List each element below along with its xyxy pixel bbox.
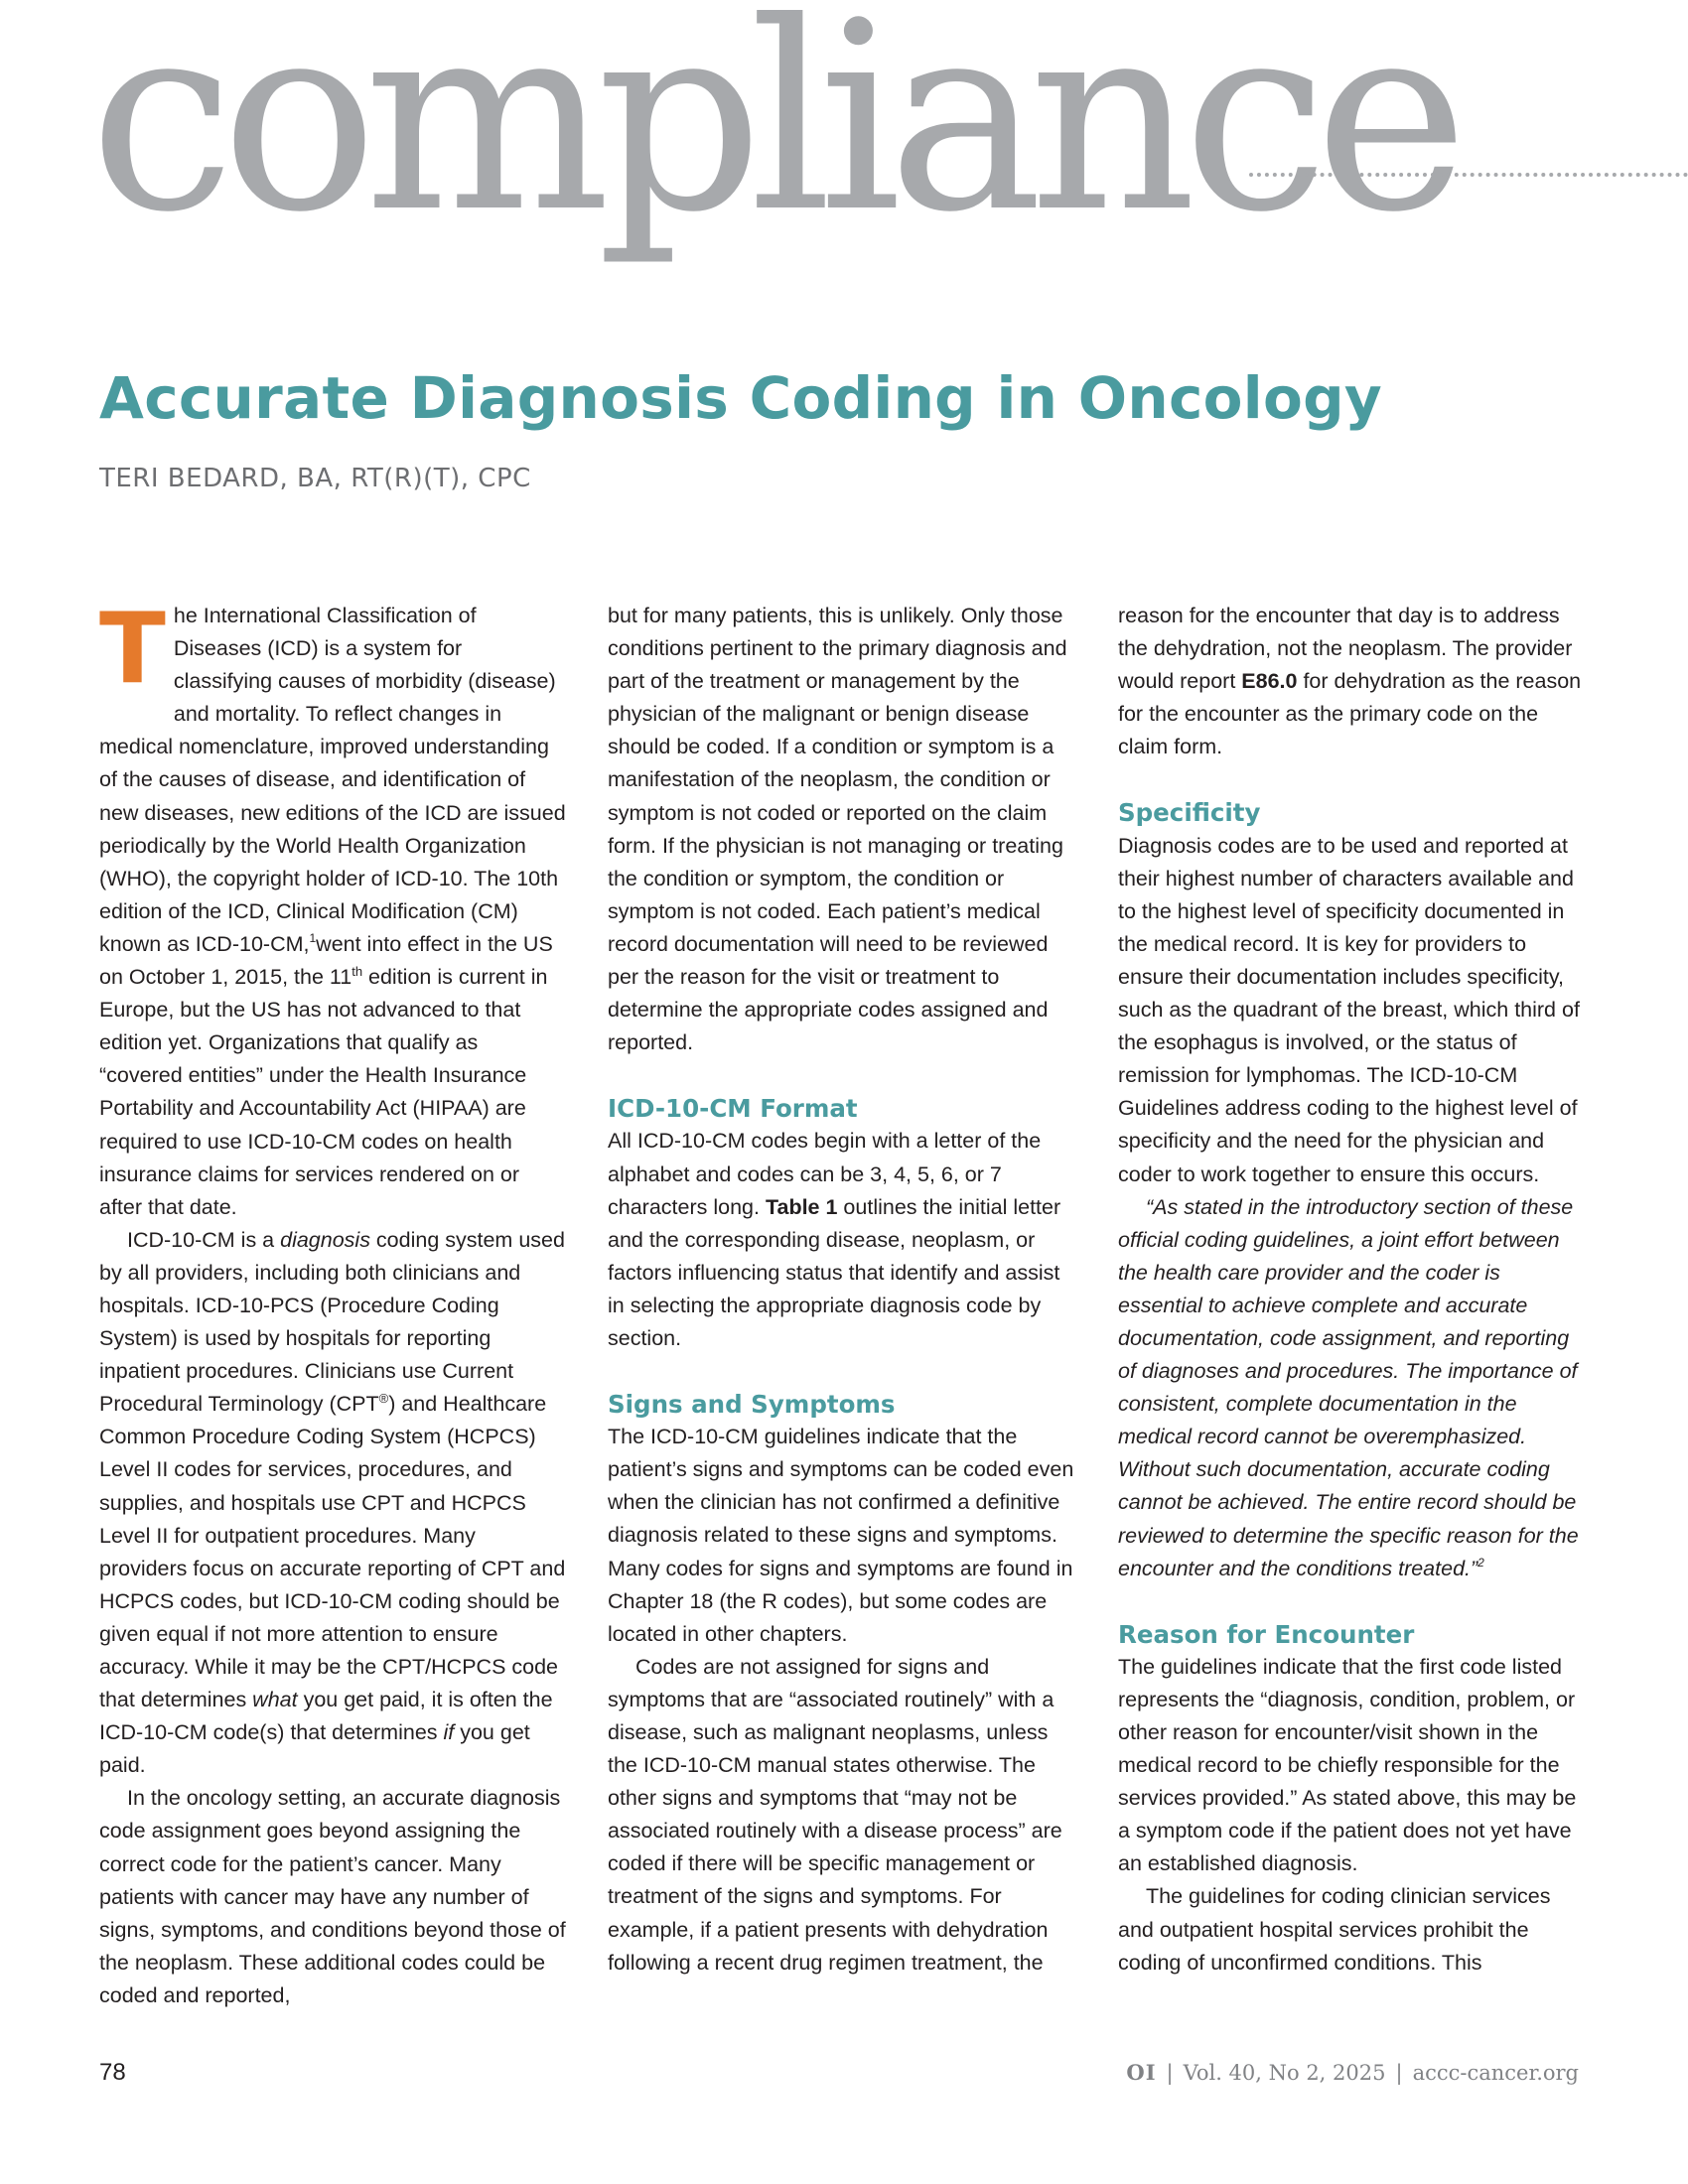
block-quote: “As stated in the introductory section of these official coding guidelines, a joint effort between the health care provider and the coder is essential to achieve complete and accurate documentation, code assignment, and reporting of diagnoses and procedures. The importance of consistent, complete documentation in the medical record cannot be overemphasized. Without such documentation, accurate coding cannot be achieved. The entire record should be reviewed to determine the specific reason for the encounter and the conditions treated.”$^2$ (1118, 1194, 1579, 1580)
journal-folio (1126, 2060, 1579, 2085)
paragraph: The guidelines indicate that the first code listed represents the “diagnosis, condition, problem, or other reason for encounter/visit shown in the medical record to be chiefly responsible for the services provided.” As stated above, this may be a symptom code if the patient does not yet have an established diagnosis. (1118, 1654, 1577, 1876)
registered-mark: ® (378, 1391, 389, 1407)
folio-separator: | (1395, 2061, 1403, 2085)
article-title: Accurate Diagnosis Coding in Oncology (99, 364, 1383, 432)
footnote-ref: 1 (309, 930, 317, 945)
paragraph: Codes are not assigned for signs and symptoms that are “associated routinely” with a disease, such as malignant neoplasms, unless the ICD-10-CM manual states otherwise. The other signs and symptoms that “may not be associated routinely with a disease process” are coded if there will be specific management or treatment of the signs and symptoms. For example, if a patient presents with dehydration following a recent drug regimen treatment, the (608, 1654, 1062, 1975)
paragraph: The International Classification of Diseases (ICD) is a system for classifying causes of morbidity (disease) and mortality. To reflect changes in medical nomenclature, improved understanding of the causes of disease, and identification of new diseases, new editions of the ICD are issued periodically by the World Health Organization (WHO), the copyright holder of ICD-10. The 10th edition of the ICD, Clinical Modification (CM) known as ICD-10-CM,$^1$went into effect in the US on October 1, 2015, the 11th edition is current in Europe, but the US has not advanced to that edition yet. Organizations that qualify as “covered entities” under the Health Insurance Portability and Accountability Act (HIPAA) are required to use ICD-10-CM codes on health insurance claims for services rendered on or after that date. (99, 593, 566, 1219)
journal-mark: OI (1126, 2060, 1157, 2085)
body-column-2 (608, 600, 1074, 1979)
body-column-3 (1118, 600, 1585, 1979)
subheading-icd-10-cm-format: ICD-10-CM Format (608, 1094, 858, 1124)
paragraph: In the oncology setting, an accurate diagnosis code assignment goes beyond assigning the correct code for the patient’s cancer. Many patients with cancer may have any number of signs, symptoms, and conditions beyond those of the neoplasm. These additional codes could be coded and reported, (99, 1786, 566, 2007)
website-link[interactable]: accc-cancer.org (1412, 2061, 1579, 2085)
ordinal-suffix: th (352, 963, 363, 979)
body-column-1 (99, 593, 566, 2012)
folio-separator: | (1166, 2061, 1174, 2085)
paragraph: Diagnosis codes are to be used and reported at their highest number of characters available and to the highest level of specificity documented in the medical record. It is key for providers to ensure their documentation includes specificity, such as the quadrant of the breast, which third of the esophagus is involved, or the status of remission for lymphomas. The ICD-10-CM Guidelines address coding to the highest level of specificity and the need for the physician and coder to work together to ensure this occurs. (1118, 833, 1580, 1186)
section-heading: compliance (89, 0, 1455, 269)
footnote-ref: 2 (1477, 1555, 1484, 1570)
drop-cap: T (99, 593, 166, 706)
issue-info: Vol. 40, No 2, 2025 (1183, 2061, 1386, 2085)
dotted-rule (1249, 173, 1688, 177)
paragraph: The ICD-10-CM guidelines indicate that the patient’s signs and symptoms can be coded even when the clinician has not confirmed a definitive diagnosis related to these signs and symptoms. Many codes for signs and symptoms are found in Chapter 18 (the R codes), but some codes are located in other chapters. (608, 1425, 1074, 1646)
paragraph: All ICD-10-CM codes begin with a letter of the alphabet and codes can be 3, 4, 5, 6, or 7 characters long. Table 1 outlines the initial letter and the corresponding disease, neoplasm, or factors influencing status that identify and assist in selecting the appropriate diagnosis code by section. (608, 1129, 1061, 1350)
subheading-signs-and-symptoms: Signs and Symptoms (608, 1390, 896, 1420)
table-reference: Table 1 (765, 1194, 838, 1219)
page-number: 78 (99, 2059, 126, 2086)
paragraph: The guidelines for coding clinician services and outpatient hospital services prohibit the coding of unconfirmed conditions. This (1118, 1884, 1551, 1975)
paragraph: ICD-10-CM is a diagnosis coding system used by all providers, including both clinicians and hospitals. ICD-10-PCS (Procedure Coding System) is used by hospitals for reporting inpatient procedures. Clinicians use Current Procedural Terminology (CPT®) and Healthcare Common Procedure Coding System (HCPCS) Level II codes for services, procedures, and supplies, and hospitals use CPT and HCPCS Level II for outpatient procedures. Many providers focus on accurate reporting of CPT and HCPCS codes, but ICD-10-CM coding should be given equal if not more attention to ensure accuracy. While it may be the CPT/HCPCS code that determines what you get paid, it is often the ICD-10-CM code(s) that determines if you get paid. (99, 1227, 566, 1778)
author-byline: TERI BEDARD, BA, RT(R)(T), CPC (99, 464, 531, 493)
subheading-specificity: Specificity (1118, 798, 1261, 828)
diagnosis-code: E86.0 (1241, 669, 1298, 694)
paragraph: reason for the encounter that day is to address the dehydration, not the neoplasm. The provider would report E86.0 for dehydration as the reason for the encounter as the primary code on the claim form. (1118, 604, 1582, 759)
paragraph: but for many patients, this is unlikely. Only those conditions pertinent to the primary diagnosis and part of the treatment or management by the physician of the malignant or benign disease should be coded. If a condition or symptom is a manifestation of the neoplasm, the condition or symptom is not coded or reported on the claim form. If the physician is not managing or treating the condition or symptom, the condition or symptom is not coded. Each patient’s medical record documentation will need to be reviewed per the reason for the visit or treatment to determine the appropriate codes assigned and reported. (608, 604, 1067, 1055)
subheading-reason-for-encounter: Reason for Encounter (1118, 1619, 1415, 1649)
